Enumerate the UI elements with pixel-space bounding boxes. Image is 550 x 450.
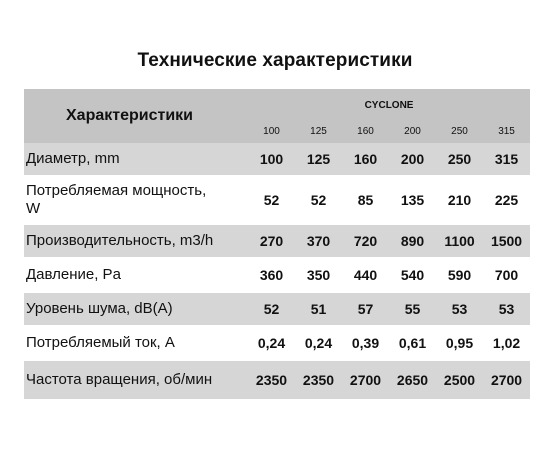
series-name: CYCLONE [364, 100, 414, 111]
spec-value: 52 [263, 192, 280, 208]
spec-value: 51 [310, 301, 327, 317]
table-row [24, 257, 530, 293]
spec-label: Уровень шума, dB(A) [26, 300, 173, 317]
page-title: Технические характеристики [137, 50, 413, 71]
spec-label: Производительность, m3/h [26, 232, 214, 249]
size-header: 125 [310, 125, 327, 137]
spec-value: 0,95 [445, 335, 474, 351]
spec-value: 100 [259, 151, 284, 167]
spec-value: 720 [353, 233, 378, 249]
spec-value: 2350 [255, 372, 288, 388]
spec-value: 225 [494, 192, 519, 208]
spec-value: 2350 [302, 372, 335, 388]
spec-value: 52 [263, 301, 280, 317]
header-label: Характеристики [66, 107, 194, 124]
spec-value: 57 [357, 301, 374, 317]
spec-value: 2700 [490, 372, 523, 388]
size-header: 315 [498, 125, 515, 137]
spec-value: 590 [447, 267, 472, 283]
spec-value: 700 [494, 267, 519, 283]
table-row [24, 175, 530, 225]
table-row [24, 143, 530, 175]
spec-value: 200 [400, 151, 425, 167]
spec-value: 350 [306, 267, 331, 283]
table-row [24, 225, 530, 257]
spec-value: 210 [447, 192, 472, 208]
spec-value: 0,61 [398, 335, 427, 351]
spec-value: 160 [353, 151, 378, 167]
spec-value: 1100 [444, 233, 475, 249]
specs-table [24, 89, 530, 399]
spec-value: 1500 [490, 233, 523, 249]
size-header: 100 [263, 125, 280, 137]
spec-value: 360 [259, 267, 284, 283]
spec-label: Давление, Pa [26, 266, 121, 283]
spec-value: 2500 [443, 372, 476, 388]
spec-value: 270 [259, 233, 284, 249]
spec-label [24, 175, 248, 225]
spec-value: 85 [357, 192, 374, 208]
spec-value: 315 [494, 151, 519, 167]
spec-value: 2650 [396, 372, 429, 388]
spec-label: Частота вращения, об/мин [26, 371, 213, 388]
table-row [24, 293, 530, 325]
spec-value: 52 [310, 192, 327, 208]
spec-value: 53 [451, 301, 468, 317]
spec-value: 135 [400, 192, 425, 208]
spec-value: 2700 [349, 372, 382, 388]
spec-value: 0,24 [257, 335, 286, 351]
spec-value: 250 [447, 151, 472, 167]
spec-value: 1,02 [492, 335, 521, 351]
spec-label-text: Потребляемая мощность, W [26, 182, 207, 217]
spec-value: 890 [400, 233, 425, 249]
spec-value: 370 [306, 233, 331, 249]
spec-value: 540 [400, 267, 425, 283]
table-row [24, 325, 530, 361]
size-header: 200 [404, 125, 421, 137]
spec-value: 53 [498, 301, 515, 317]
spec-label: Потребляемый ток, A [26, 334, 175, 351]
size-header: 250 [451, 125, 468, 137]
spec-value: 440 [353, 267, 378, 283]
spec-label: Диаметр, mm [26, 150, 120, 167]
spec-value: 55 [404, 301, 421, 317]
spec-value: 125 [306, 151, 331, 167]
spec-value: 0,39 [351, 335, 380, 351]
size-header: 160 [357, 125, 374, 137]
spec-value: 0,24 [304, 335, 333, 351]
table-header-row [24, 89, 530, 117]
table-row [24, 361, 530, 399]
